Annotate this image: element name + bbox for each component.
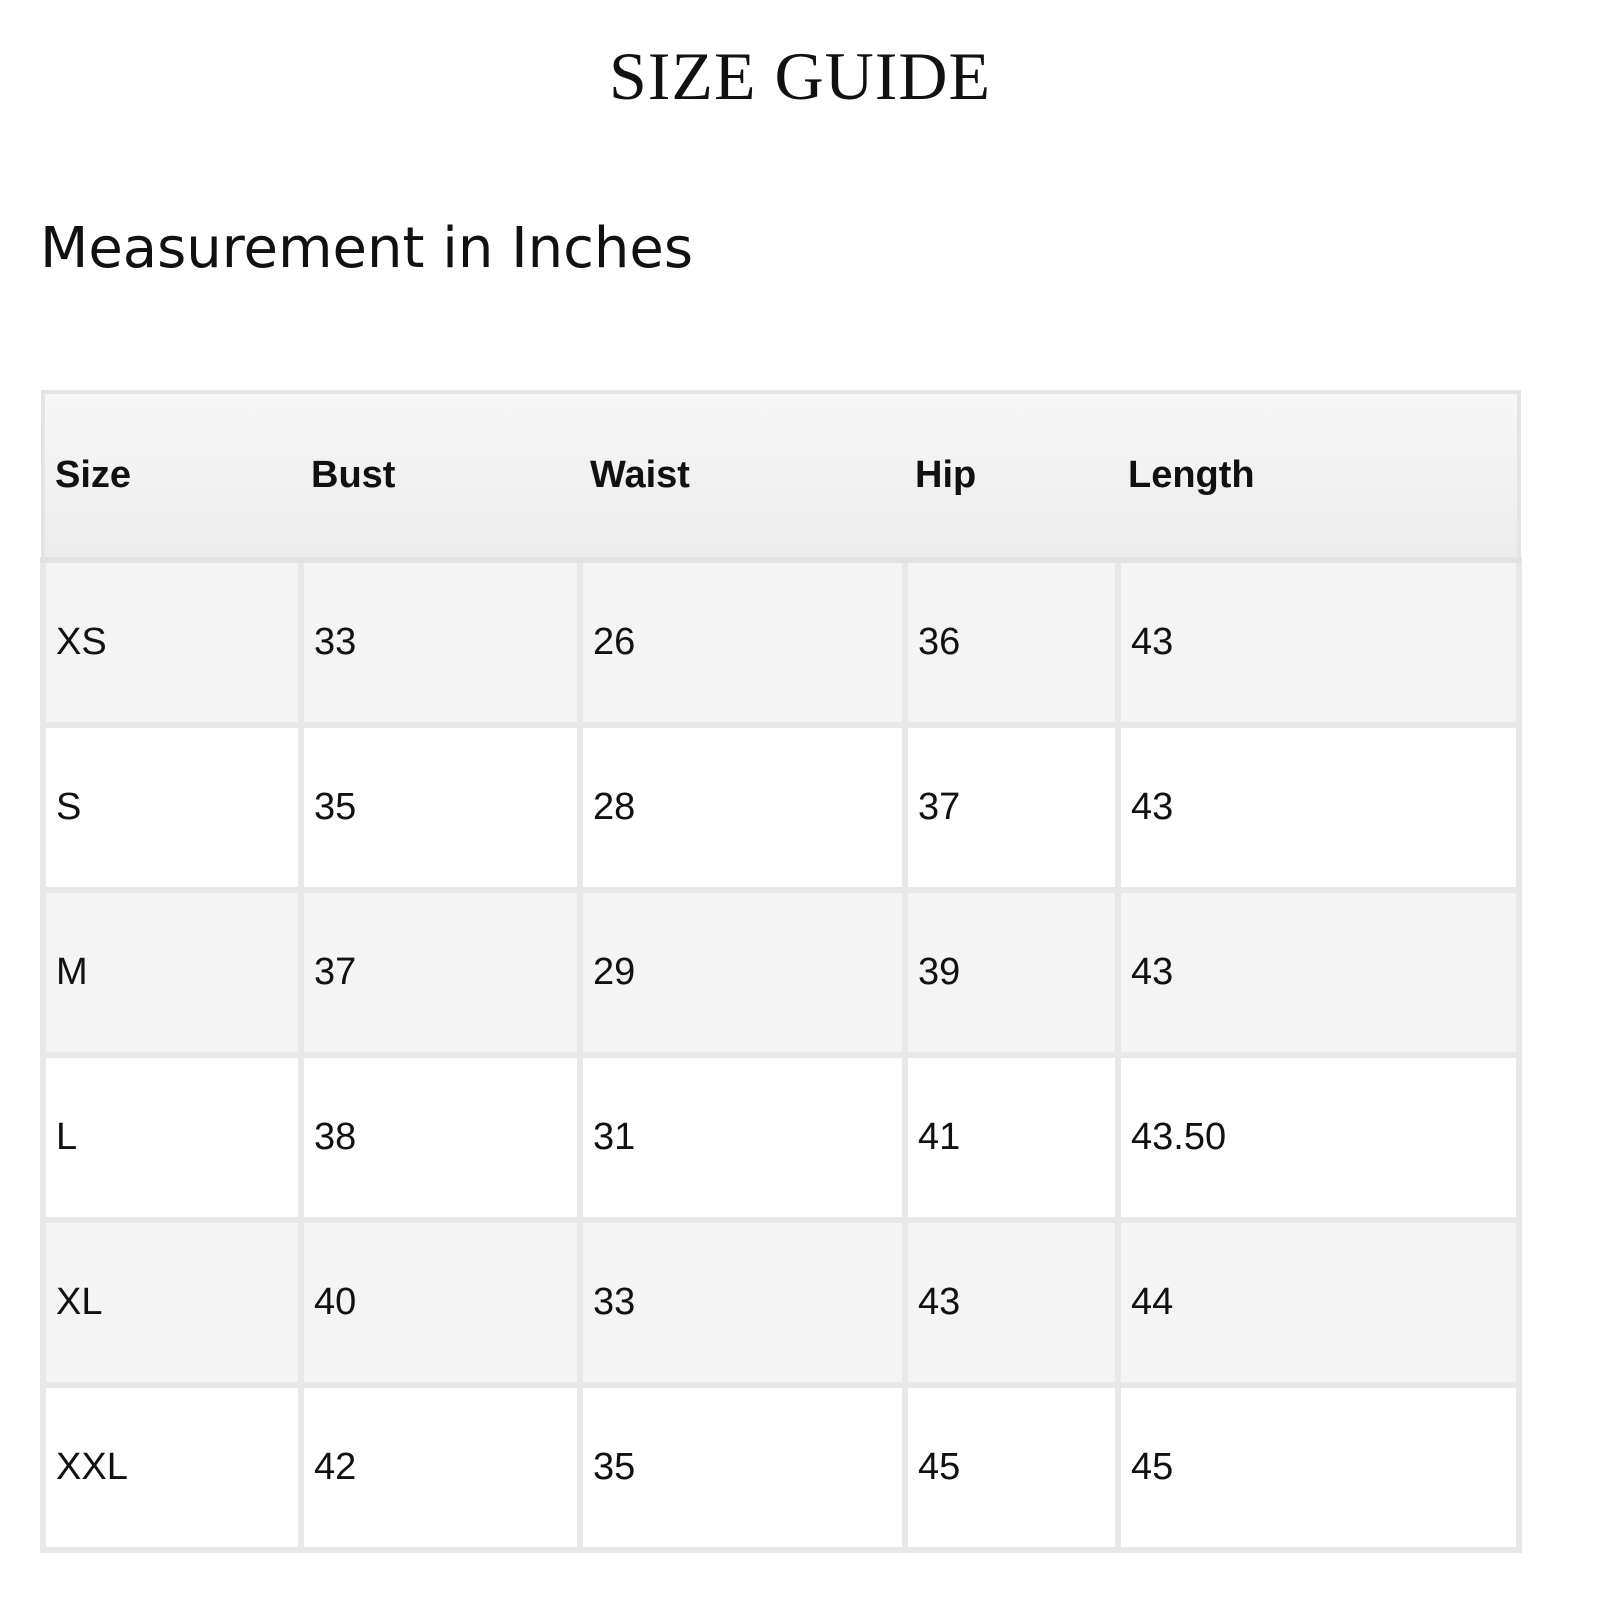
length-cell: 43: [1118, 560, 1519, 725]
table-row: [43, 1055, 1519, 1220]
hip-cell: 36: [905, 560, 1118, 725]
table-row: [43, 1220, 1519, 1385]
length-cell: 45: [1118, 1385, 1519, 1550]
page-title: SIZE GUIDE: [608, 38, 992, 114]
size-cell: XL: [43, 1220, 301, 1385]
table-row: [43, 1385, 1519, 1550]
waist-cell: 31: [580, 1055, 905, 1220]
table-header-row: [43, 392, 1519, 560]
size-cell: L: [43, 1055, 301, 1220]
length-cell: 43.50: [1118, 1055, 1519, 1220]
table-row: [43, 725, 1519, 890]
table-row: [43, 890, 1519, 1055]
hip-cell: 39: [905, 890, 1118, 1055]
length-cell: 43: [1118, 890, 1519, 1055]
size-guide-table: [40, 390, 1522, 1553]
bust-cell: 38: [301, 1055, 580, 1220]
waist-cell: 35: [580, 1385, 905, 1550]
bust-cell: 40: [301, 1220, 580, 1385]
waist-cell: 26: [580, 560, 905, 725]
measurement-unit-heading: Measurement in Inches: [40, 216, 694, 281]
column-header-waist: Waist: [580, 392, 905, 560]
bust-cell: 42: [301, 1385, 580, 1550]
hip-cell: 45: [905, 1385, 1118, 1550]
column-header-bust: Bust: [301, 392, 580, 560]
length-cell: 43: [1118, 725, 1519, 890]
waist-cell: 28: [580, 725, 905, 890]
hip-cell: 43: [905, 1220, 1118, 1385]
size-cell: S: [43, 725, 301, 890]
bust-cell: 33: [301, 560, 580, 725]
table-row: [43, 560, 1519, 725]
hip-cell: 37: [905, 725, 1118, 890]
waist-cell: 33: [580, 1220, 905, 1385]
size-cell: M: [43, 890, 301, 1055]
bust-cell: 35: [301, 725, 580, 890]
length-cell: 44: [1118, 1220, 1519, 1385]
bust-cell: 37: [301, 890, 580, 1055]
column-header-size: Size: [43, 392, 301, 560]
column-header-hip: Hip: [905, 392, 1118, 560]
column-header-length: Length: [1118, 392, 1519, 560]
size-cell: XS: [43, 560, 301, 725]
size-cell: XXL: [43, 1385, 301, 1550]
hip-cell: 41: [905, 1055, 1118, 1220]
waist-cell: 29: [580, 890, 905, 1055]
